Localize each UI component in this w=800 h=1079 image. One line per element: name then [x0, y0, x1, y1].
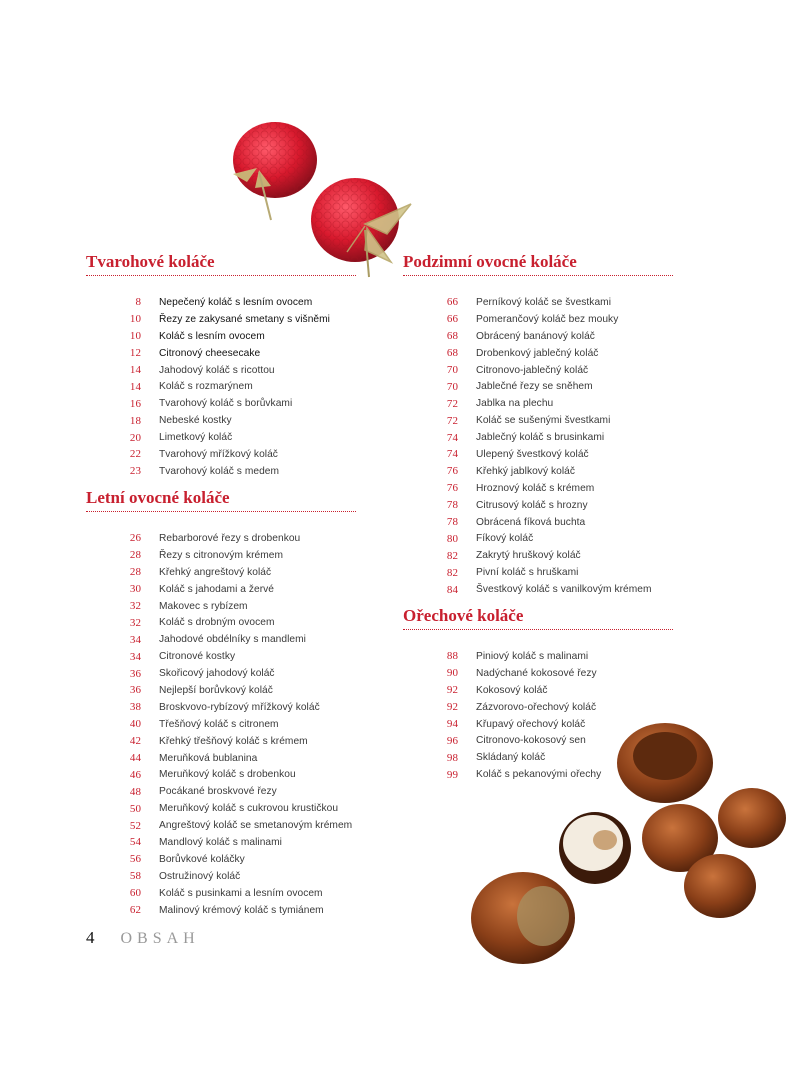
toc-list: [403, 294, 673, 598]
toc-entry: [86, 699, 356, 716]
toc-page-number: 92: [446, 701, 458, 714]
toc-entry: [86, 412, 356, 429]
section-podzimni: [403, 252, 673, 598]
toc-page-number: 60: [129, 887, 141, 900]
toc-title: Křehký třešňový koláč s krémem: [159, 735, 308, 747]
toc-page-number: 88: [446, 650, 458, 663]
toc-entry: [403, 362, 673, 379]
toc-entry: [86, 311, 356, 328]
toc-page-number: 16: [129, 397, 141, 410]
toc-page-number: 46: [129, 768, 141, 781]
toc-page-number: 14: [129, 380, 141, 393]
toc-entry: [86, 463, 356, 480]
toc-page-number: 74: [446, 431, 458, 444]
toc-page-number: 26: [129, 532, 141, 545]
toc-title: Zakrytý hruškový koláč: [476, 550, 581, 562]
toc-title: Kokosový koláč: [476, 684, 548, 696]
toc-title: Jablečný koláč s brusinkami: [476, 432, 605, 444]
toc-title: Koláč s drobným ovocem: [159, 617, 275, 629]
toc-title: Obrácená fíková buchta: [476, 516, 586, 528]
toc-entry: [86, 581, 356, 598]
toc-title: Citrusový koláč s hrozny: [476, 499, 588, 511]
toc-page-number: 14: [129, 364, 141, 376]
toc-list: [403, 648, 673, 783]
toc-entry: [403, 294, 673, 311]
toc-entry: [86, 294, 356, 311]
toc-title: Borůvkové koláčky: [159, 853, 245, 865]
toc-page-number: 72: [446, 414, 458, 427]
toc-title: Jablka na plechu: [476, 398, 554, 410]
toc-list: [86, 294, 356, 480]
toc-page-number: 38: [129, 701, 141, 714]
toc-title: Fíkový koláč: [476, 533, 534, 545]
toc-page-number: 66: [446, 296, 458, 309]
toc-page-number: 70: [446, 380, 458, 393]
toc-entry: [86, 328, 356, 345]
toc-entry: [403, 446, 673, 463]
toc-page-number: 76: [446, 465, 458, 478]
toc-title: Nebeské kostky: [159, 415, 232, 427]
toc-page-number: 42: [129, 735, 141, 748]
toc-entry: [403, 412, 673, 429]
toc-page-number: 80: [446, 532, 458, 545]
toc-entry: [86, 716, 356, 733]
toc-page-number: 34: [129, 650, 141, 663]
toc-page-number: 58: [129, 870, 141, 883]
toc-title: Nejlepší borůvkový koláč: [159, 684, 273, 696]
toc-entry: [86, 378, 356, 395]
toc-title: Rebarborové řezy s drobenkou: [159, 532, 301, 544]
section-heading: Ořechové koláče: [403, 606, 673, 630]
toc-page-number: 96: [446, 734, 458, 747]
toc-page-number: 22: [129, 448, 141, 461]
toc-page-number: 98: [446, 751, 458, 764]
toc-title: Piniový koláč s malinami: [476, 650, 589, 662]
toc-page-number: 70: [446, 364, 458, 376]
toc-page-number: 92: [446, 684, 458, 697]
toc-page-number: 36: [129, 684, 141, 697]
toc-entry: [403, 497, 673, 514]
toc-entry: [86, 783, 356, 800]
section-orechove: [403, 606, 673, 783]
toc-page-number: 12: [129, 347, 141, 360]
toc-title: Angreštový koláč se smetanovým krémem: [159, 820, 353, 832]
toc-title: Mandlový koláč s malinami: [159, 836, 282, 848]
page-label: OBSAH: [120, 930, 200, 947]
toc-entry: [86, 800, 356, 817]
toc-page-number: 8: [135, 296, 141, 309]
toc-entry: [86, 885, 356, 902]
toc-entry: [86, 733, 356, 750]
section-tvarohove: [86, 252, 356, 480]
toc-entry: [86, 598, 356, 615]
toc-title: Pocákané broskvové řezy: [159, 786, 277, 798]
toc-title: Perníkový koláč se švestkami: [476, 296, 612, 308]
section-heading: Podzimní ovocné koláče: [403, 252, 673, 276]
toc-title: Řezy s citronovým krémem: [159, 549, 284, 561]
toc-entry: [86, 868, 356, 885]
toc-list: [86, 530, 356, 918]
toc-title: Citronovo-kokosový sen: [476, 735, 586, 747]
toc-page-number: 54: [129, 836, 141, 849]
toc-title: Pomerančový koláč bez mouky: [476, 313, 619, 325]
section-heading: Tvarohové koláče: [86, 252, 356, 276]
toc-entry: [86, 547, 356, 564]
toc-title: Křehký angreštový koláč: [159, 566, 272, 578]
toc-entry: [86, 564, 356, 581]
toc-entry: [403, 328, 673, 345]
toc-title: Pivní koláč s hruškami: [476, 567, 579, 579]
hazelnut: [684, 854, 756, 918]
toc-page-number: 90: [446, 667, 458, 680]
toc-title: Třešňový koláč s citronem: [159, 718, 279, 730]
toc-page-number: 36: [129, 667, 141, 680]
toc-title: Křehký jablkový koláč: [476, 465, 576, 477]
toc-title: Zázvorovo-ořechový koláč: [476, 701, 597, 713]
toc-entry: [86, 648, 356, 665]
toc-page-number: 82: [446, 566, 458, 579]
toc-title: Meruňkový koláč s cukrovou krustičkou: [159, 803, 339, 815]
toc-page-number: 48: [129, 785, 141, 798]
toc-title: Meruňkový koláč s drobenkou: [159, 769, 296, 781]
toc-title: Jahodové obdélníky s mandlemi: [159, 634, 306, 646]
section-letni: [86, 488, 356, 918]
toc-page-number: 62: [129, 904, 141, 917]
toc-title: Tvarohový mřížkový koláč: [159, 448, 278, 460]
toc-page-number: 32: [129, 616, 141, 629]
raspberry-small: [233, 122, 317, 220]
toc-title: Meruňková bublanina: [159, 752, 258, 764]
toc-entry: [403, 564, 673, 581]
toc-page-number: 10: [129, 330, 141, 343]
toc-entry: [403, 648, 673, 665]
toc-entry: [403, 514, 673, 531]
toc-title: Tvarohový koláč s medem: [159, 465, 280, 477]
toc-page-number: 66: [446, 313, 458, 326]
toc-page-number: 78: [446, 499, 458, 512]
toc-page-number: 72: [446, 397, 458, 410]
toc-entry: [403, 463, 673, 480]
toc-title: Skládaný koláč: [476, 752, 546, 764]
toc-entry: [86, 817, 356, 834]
toc-entry: [86, 665, 356, 682]
hazelnut: [718, 788, 786, 848]
hazelnut-cracked: [559, 812, 631, 884]
toc-entry: [86, 530, 356, 547]
toc-page-number: 94: [446, 718, 458, 730]
toc-title: Hroznový koláč s krémem: [476, 482, 595, 494]
page-number: 4: [86, 928, 95, 947]
toc-title: Koláč s rozmarýnem: [159, 381, 253, 393]
toc-title: Koláč s pusinkami a lesním ovocem: [159, 887, 323, 899]
toc-entry: [403, 732, 673, 749]
toc-entry: [403, 395, 673, 412]
toc-page-number: 84: [446, 583, 458, 596]
toc-title: Jahodový koláč s ricottou: [159, 364, 275, 376]
toc-page-number: 82: [446, 549, 458, 562]
toc-entry: [86, 750, 356, 767]
toc-page-number: 30: [129, 583, 141, 596]
toc-page-number: 68: [446, 347, 458, 360]
toc-page-number: 44: [129, 752, 141, 765]
toc-page-number: 56: [129, 853, 141, 866]
toc-title: Koláč se sušenými švestkami: [476, 415, 611, 427]
section-heading: Letní ovocné koláče: [86, 488, 356, 512]
toc-title: Citronové kostky: [159, 651, 236, 663]
toc-entry: [86, 429, 356, 446]
toc-title: Obrácený banánový koláč: [476, 330, 595, 342]
toc-entry: [86, 766, 356, 783]
toc-page-number: 68: [446, 330, 458, 343]
toc-page-number: 40: [129, 718, 141, 731]
toc-title: Řezy ze zakysané smetany s višněmi: [159, 313, 330, 325]
hazelnut-large: [471, 872, 575, 964]
toc-title: Koláč s lesním ovocem: [159, 330, 265, 342]
toc-page-number: 18: [129, 414, 141, 427]
toc-page-number: 99: [446, 768, 458, 781]
toc-entry: [403, 682, 673, 699]
toc-title: Koláč s pekanovými ořechy: [476, 769, 602, 781]
toc-title: Koláč s jahodami a žervé: [159, 583, 275, 595]
toc-entry: [86, 345, 356, 362]
toc-entry: [86, 834, 356, 851]
toc-entry: [403, 378, 673, 395]
toc-page-number: 28: [129, 566, 141, 579]
toc-entry: [403, 429, 673, 446]
toc-entry: [403, 749, 673, 766]
toc-entry: [86, 631, 356, 648]
toc-page-number: 50: [129, 802, 141, 815]
toc-entry: [86, 902, 356, 919]
toc-title: Makovec s rybízem: [159, 600, 248, 612]
toc-entry: [403, 547, 673, 564]
toc-entry: [86, 395, 356, 412]
toc-page-number: 23: [129, 465, 141, 478]
toc-entry: [403, 480, 673, 497]
toc-title: Broskvovo-rybízový mřížkový koláč: [159, 701, 320, 713]
toc-entry: [86, 851, 356, 868]
toc-page-number: 34: [129, 633, 141, 646]
toc-title: Drobenkový jablečný koláč: [476, 347, 599, 359]
toc-entry: [403, 766, 673, 783]
toc-entry: [403, 581, 673, 598]
toc-title: Ulepený švestkový koláč: [476, 448, 589, 460]
toc-entry: [403, 345, 673, 362]
toc-page-number: 74: [446, 448, 458, 461]
toc-entry: [86, 446, 356, 463]
toc-entry: [403, 530, 673, 547]
toc-title: Tvarohový koláč s borůvkami: [159, 398, 293, 410]
toc-title: Švestkový koláč s vanilkovým krémem: [476, 584, 652, 596]
toc-entry: [403, 699, 673, 716]
toc-title: Skořicový jahodový koláč: [159, 668, 275, 680]
toc-entry: [86, 362, 356, 379]
toc-entry: [403, 665, 673, 682]
toc-entry: [403, 716, 673, 733]
toc-title: Citronovo-jablečný koláč: [476, 364, 589, 376]
toc-title: Limetkový koláč: [159, 432, 233, 444]
toc-page-number: 78: [446, 516, 458, 529]
toc-title: Citronový cheesecake: [159, 347, 261, 359]
toc-page-number: 76: [446, 482, 458, 495]
toc-title: Malinový krémový koláč s tymiánem: [159, 904, 324, 916]
toc-page-number: 28: [129, 549, 141, 562]
toc-entry: [86, 682, 356, 699]
toc-page-number: 20: [129, 431, 141, 444]
toc-title: Nadýchané kokosové řezy: [476, 667, 597, 679]
toc-title: Nepečený koláč s lesním ovocem: [159, 296, 313, 308]
page-footer: [86, 928, 200, 948]
toc-page-number: 10: [129, 313, 141, 326]
toc-title: Křupavý ořechový koláč: [476, 718, 586, 730]
toc-entry: [86, 614, 356, 631]
toc-title: Ostružinový koláč: [159, 870, 241, 882]
toc-page-number: 52: [129, 819, 141, 832]
toc-page-number: 32: [129, 600, 141, 612]
toc-entry: [403, 311, 673, 328]
toc-title: Jablečné řezy se sněhem: [476, 381, 593, 393]
